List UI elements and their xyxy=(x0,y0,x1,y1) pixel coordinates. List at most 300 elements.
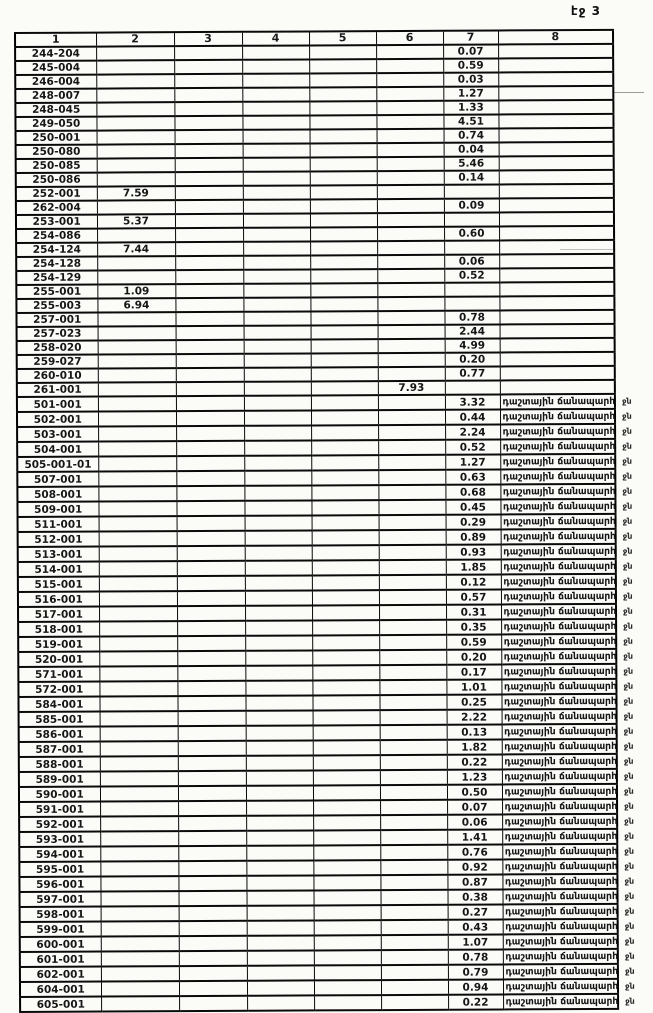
value-cell xyxy=(244,425,311,440)
land-use-label: դաշտային ճանապարհ xyxy=(505,905,618,918)
parcel-code-cell xyxy=(17,412,98,427)
margin-overflow-note: ջն xyxy=(623,606,633,616)
value-cell xyxy=(448,934,503,949)
parcel-code-cell xyxy=(19,847,100,862)
value-cell xyxy=(176,411,244,426)
cell-value: 2.44 xyxy=(459,325,486,338)
parcel-code-cell xyxy=(18,682,99,697)
value-cell xyxy=(313,710,380,725)
margin-overflow-note: ջն xyxy=(624,966,635,976)
cell-value: 0.77 xyxy=(459,367,486,380)
cell-value: 5.46 xyxy=(458,157,485,170)
value-cell xyxy=(444,128,499,142)
value-cell xyxy=(447,754,502,769)
value-cell xyxy=(312,560,379,575)
value-cell xyxy=(447,799,502,814)
value-cell xyxy=(177,636,245,651)
value-cell xyxy=(309,87,376,101)
value-cell xyxy=(179,981,247,996)
value-cell xyxy=(380,710,447,725)
land-use-cell xyxy=(503,904,635,920)
cell-value: 1.01 xyxy=(460,681,487,694)
value-cell xyxy=(243,269,310,283)
value-cell xyxy=(310,283,377,297)
value-cell xyxy=(243,227,310,241)
land-use-cell xyxy=(502,799,634,815)
land-use-label: դաշտային ճանապարհ xyxy=(502,470,616,483)
cell-value: 250-080 xyxy=(32,145,81,158)
parcel-code-cell xyxy=(17,327,98,341)
value-cell xyxy=(311,425,378,440)
parcel-code-cell xyxy=(19,862,100,877)
value-cell xyxy=(100,711,178,726)
value-cell xyxy=(246,860,313,875)
value-cell xyxy=(178,861,246,876)
cell-value: 257-001 xyxy=(33,313,82,326)
value-cell xyxy=(179,936,247,951)
value-cell xyxy=(313,845,380,860)
value-cell xyxy=(310,213,377,227)
cell-value: 3.32 xyxy=(459,396,486,409)
land-use-cell xyxy=(498,44,613,59)
land-use-cell xyxy=(500,454,633,470)
parcel-code-cell xyxy=(19,712,100,727)
margin-overflow-note: ջն xyxy=(623,681,634,691)
margin-overflow-note: ջն xyxy=(623,666,634,676)
value-cell xyxy=(101,921,179,936)
cell-value: 0.89 xyxy=(460,531,487,544)
value-cell xyxy=(244,410,311,425)
value-cell xyxy=(176,326,244,340)
value-cell xyxy=(245,665,312,680)
value-cell xyxy=(246,710,313,725)
value-cell xyxy=(101,936,179,951)
value-cell xyxy=(380,770,447,785)
column-header-6: 6 xyxy=(376,31,443,45)
margin-overflow-note: ջն xyxy=(622,546,633,556)
land-use-label: դաշտային ճանապարհ xyxy=(503,620,617,633)
land-use-cell xyxy=(499,240,614,255)
cell-value: 245-004 xyxy=(31,61,81,74)
parcel-code-cell xyxy=(20,952,101,967)
value-cell xyxy=(445,424,500,439)
value-cell xyxy=(379,590,446,605)
value-cell xyxy=(179,966,247,981)
land-use-cell xyxy=(499,170,614,185)
value-cell xyxy=(447,814,502,829)
value-cell xyxy=(96,74,174,88)
value-cell xyxy=(381,980,448,995)
margin-overflow-note: ջն xyxy=(622,471,633,481)
land-use-label: դաշտային ճանապարհ xyxy=(503,680,617,693)
value-cell xyxy=(244,500,311,515)
column-header-1: 1 xyxy=(15,33,96,47)
value-cell xyxy=(247,935,314,950)
cell-value: 511-001 xyxy=(34,518,83,531)
land-use-cell xyxy=(503,949,635,965)
cell-value: 0.06 xyxy=(458,255,485,268)
parcel-code-cell xyxy=(16,215,97,229)
cell-value: 0.25 xyxy=(461,696,487,709)
value-cell xyxy=(381,905,448,920)
cell-value: 590-001 xyxy=(35,788,84,801)
value-cell xyxy=(379,575,446,590)
land-use-label: դաշտային ճանապարհ xyxy=(503,590,617,603)
value-cell xyxy=(311,410,378,425)
value-cell xyxy=(98,326,176,340)
column-header-4: 4 xyxy=(242,31,309,45)
value-cell xyxy=(178,741,246,756)
value-cell xyxy=(310,185,377,199)
land-use-cell xyxy=(502,739,634,755)
value-cell xyxy=(379,620,446,635)
value-cell xyxy=(313,755,380,770)
land-use-cell xyxy=(500,366,615,381)
parcel-code-cell xyxy=(20,982,101,997)
value-cell xyxy=(97,214,175,228)
cell-value: 0.52 xyxy=(458,269,485,282)
value-cell xyxy=(98,382,176,396)
land-use-cell xyxy=(498,86,613,101)
value-cell xyxy=(448,994,503,1009)
cell-value: 4.99 xyxy=(459,339,486,352)
value-cell xyxy=(245,635,312,650)
value-cell xyxy=(179,906,247,921)
cell-value: 508-001 xyxy=(34,488,83,501)
value-cell xyxy=(177,591,245,606)
land-use-cell xyxy=(498,58,613,73)
cell-value: 0.94 xyxy=(462,981,489,994)
value-cell xyxy=(175,298,243,312)
value-cell xyxy=(242,87,309,101)
cell-value: 1.85 xyxy=(460,561,487,574)
margin-overflow-note: ջն xyxy=(624,861,635,871)
value-cell xyxy=(447,889,502,904)
value-cell xyxy=(247,905,314,920)
parcel-code-cell xyxy=(19,787,100,802)
land-use-cell xyxy=(500,409,632,425)
cell-value: 605-001 xyxy=(36,998,85,1011)
value-cell xyxy=(175,144,243,158)
value-cell xyxy=(312,635,379,650)
value-cell xyxy=(377,269,444,283)
land-use-label: դաշտային ճանապարհ xyxy=(505,965,619,978)
value-cell xyxy=(381,950,448,965)
value-cell xyxy=(100,861,178,876)
land-use-cell xyxy=(499,184,614,199)
value-cell xyxy=(243,283,310,297)
cell-value: 0.68 xyxy=(459,486,486,499)
value-cell xyxy=(175,158,243,172)
cell-value: 589-001 xyxy=(35,773,84,786)
land-use-label: դաշտային ճանապարհ xyxy=(502,485,616,498)
cell-value: 259-027 xyxy=(33,355,82,368)
value-cell xyxy=(247,950,314,965)
value-cell xyxy=(445,338,500,352)
land-use-label: դաշտային ճանապարհ xyxy=(502,440,616,453)
cell-value: 0.93 xyxy=(460,546,487,559)
parcel-code-cell xyxy=(17,457,98,472)
value-cell xyxy=(445,366,500,380)
data-table xyxy=(14,29,635,1013)
cell-value: 0.09 xyxy=(458,199,485,212)
value-cell xyxy=(100,831,178,846)
land-use-cell xyxy=(501,634,633,650)
cell-value: 250-001 xyxy=(32,131,81,144)
value-cell xyxy=(446,514,501,529)
land-use-cell xyxy=(501,679,634,695)
cell-value: 0.59 xyxy=(457,59,484,72)
value-cell xyxy=(178,726,246,741)
value-cell xyxy=(377,157,444,171)
value-cell xyxy=(378,470,445,485)
value-cell xyxy=(244,381,311,395)
value-cell xyxy=(98,486,176,501)
land-use-cell xyxy=(501,544,633,560)
value-cell xyxy=(99,636,177,651)
value-cell xyxy=(380,860,447,875)
cell-value: 250-085 xyxy=(32,159,81,172)
value-cell xyxy=(99,606,177,621)
value-cell xyxy=(176,456,244,471)
cell-value: 586-001 xyxy=(35,728,84,741)
parcel-code-cell xyxy=(16,173,97,187)
value-cell xyxy=(379,605,446,620)
cell-value: 1.82 xyxy=(461,741,488,754)
cell-value: 258-020 xyxy=(33,341,82,354)
cell-value: 6.94 xyxy=(123,299,150,312)
parcel-code-cell xyxy=(17,487,98,502)
value-cell xyxy=(312,680,379,695)
parcel-code-cell xyxy=(18,637,99,652)
value-cell xyxy=(179,951,247,966)
value-cell xyxy=(309,115,376,129)
land-use-cell xyxy=(503,964,635,980)
value-cell xyxy=(444,240,499,254)
parcel-code-cell xyxy=(19,832,100,847)
value-cell xyxy=(245,545,312,560)
parcel-code-cell xyxy=(19,817,100,832)
cell-value: 509-001 xyxy=(34,503,83,516)
value-cell xyxy=(313,860,380,875)
value-cell xyxy=(377,255,444,269)
margin-overflow-note: ջն xyxy=(623,771,634,781)
land-use-cell xyxy=(502,814,634,830)
parcel-code-cell xyxy=(15,117,96,131)
value-cell xyxy=(246,830,313,845)
value-cell xyxy=(447,769,502,784)
value-cell xyxy=(243,143,310,157)
value-cell xyxy=(310,255,377,269)
value-cell xyxy=(311,339,378,353)
parcel-code-cell xyxy=(17,355,98,369)
margin-overflow-note: ջն xyxy=(624,891,635,901)
cell-value: 1.33 xyxy=(457,101,484,114)
land-use-cell xyxy=(499,128,614,143)
value-cell xyxy=(313,785,380,800)
cell-value: 0.12 xyxy=(460,576,487,589)
margin-overflow-note: ջն xyxy=(623,651,634,661)
land-use-label: դաշտային ճանապարհ xyxy=(503,560,617,573)
margin-overflow-note: ջն xyxy=(623,756,634,766)
value-cell xyxy=(312,590,379,605)
cell-value: 261-001 xyxy=(33,383,82,396)
value-cell xyxy=(311,353,378,367)
value-cell xyxy=(97,228,175,242)
parcel-code-cell xyxy=(20,997,101,1012)
value-cell xyxy=(446,529,501,544)
land-use-cell xyxy=(501,529,633,545)
parcel-code-cell xyxy=(16,131,97,145)
value-cell xyxy=(243,157,310,171)
value-cell xyxy=(310,143,377,157)
parcel-code-cell xyxy=(17,341,98,355)
cell-value: 519-001 xyxy=(34,638,84,651)
land-use-label: դաշտային ճանապարհ xyxy=(503,650,617,663)
value-cell xyxy=(376,87,443,101)
cell-value: 572-001 xyxy=(35,683,84,696)
value-cell xyxy=(381,920,448,935)
value-cell xyxy=(445,380,500,394)
margin-overflow-note: ջն xyxy=(623,711,634,721)
value-cell xyxy=(244,470,311,485)
land-use-cell xyxy=(502,874,635,890)
cell-value: 588-001 xyxy=(35,758,84,771)
value-cell xyxy=(311,470,378,485)
land-use-cell xyxy=(500,424,632,440)
value-cell xyxy=(245,590,312,605)
value-cell xyxy=(177,651,245,666)
value-cell xyxy=(177,561,245,576)
value-cell xyxy=(376,45,443,59)
value-cell xyxy=(312,665,379,680)
value-cell xyxy=(446,634,501,649)
margin-overflow-note: ջն xyxy=(624,831,634,841)
cell-value: 1.07 xyxy=(462,936,489,949)
value-cell xyxy=(97,312,175,326)
value-cell xyxy=(380,830,447,845)
value-cell xyxy=(98,426,176,441)
cell-value: 0.63 xyxy=(459,471,486,484)
value-cell xyxy=(246,800,313,815)
cell-value: 515-001 xyxy=(34,578,83,591)
cell-value: 254-086 xyxy=(32,229,81,242)
margin-overflow-note: ջն xyxy=(624,846,635,856)
value-cell xyxy=(311,325,378,339)
value-cell xyxy=(242,115,309,129)
value-cell xyxy=(313,770,380,785)
value-cell xyxy=(178,786,246,801)
value-cell xyxy=(309,73,376,87)
value-cell xyxy=(312,605,379,620)
land-use-label: դաշտային ճանապարհ xyxy=(504,740,618,753)
value-cell xyxy=(177,696,245,711)
parcel-code-cell xyxy=(17,502,98,517)
cell-value: 4.51 xyxy=(457,115,484,128)
value-cell xyxy=(444,254,499,268)
value-cell xyxy=(311,367,378,381)
value-cell xyxy=(177,576,245,591)
margin-overflow-note: ջն xyxy=(623,636,633,646)
value-cell xyxy=(98,456,176,471)
value-cell xyxy=(444,282,499,296)
cell-value: 0.38 xyxy=(462,891,489,904)
value-cell xyxy=(97,130,175,144)
cell-value: 0.35 xyxy=(460,621,487,634)
value-cell xyxy=(176,340,244,354)
value-cell xyxy=(246,770,313,785)
value-cell xyxy=(177,606,245,621)
value-cell xyxy=(99,666,177,681)
value-cell xyxy=(101,951,179,966)
cell-value: 1.27 xyxy=(459,456,486,469)
value-cell xyxy=(378,425,445,440)
value-cell xyxy=(178,711,246,726)
land-use-label: դաշտային ճանապարհ xyxy=(503,635,617,648)
cell-value: 0.14 xyxy=(458,171,485,184)
value-cell xyxy=(379,530,446,545)
value-cell xyxy=(377,143,444,157)
value-cell xyxy=(311,485,378,500)
value-cell xyxy=(310,157,377,171)
value-cell xyxy=(446,604,501,619)
value-cell xyxy=(246,785,313,800)
value-cell xyxy=(311,440,378,455)
value-cell xyxy=(379,695,446,710)
parcel-code-cell xyxy=(16,201,97,215)
value-cell xyxy=(97,284,175,298)
value-cell xyxy=(178,816,246,831)
value-cell xyxy=(176,441,244,456)
value-cell xyxy=(376,73,443,87)
land-use-label: դաշտային ճանապարհ xyxy=(504,710,617,723)
parcel-code-cell xyxy=(16,229,97,243)
value-cell xyxy=(99,546,177,561)
value-cell xyxy=(380,755,447,770)
value-cell xyxy=(177,546,245,561)
value-cell xyxy=(444,212,499,226)
land-use-label: դաշտային ճանապարհ xyxy=(505,935,619,948)
value-cell xyxy=(443,44,498,58)
value-cell xyxy=(100,756,178,771)
value-cell xyxy=(448,904,503,919)
value-cell xyxy=(445,484,500,499)
value-cell xyxy=(101,966,179,981)
value-cell xyxy=(377,199,444,213)
parcel-code-cell xyxy=(18,517,99,532)
value-cell xyxy=(247,965,314,980)
value-cell xyxy=(376,115,443,129)
margin-overflow-note: ջն xyxy=(624,981,635,991)
value-cell xyxy=(101,996,179,1011)
value-cell xyxy=(176,354,244,368)
value-cell xyxy=(97,270,175,284)
land-use-cell xyxy=(500,380,615,395)
value-cell xyxy=(309,45,376,59)
land-use-cell xyxy=(502,709,634,725)
parcel-code-cell xyxy=(20,907,101,922)
value-cell xyxy=(447,829,502,844)
value-cell xyxy=(381,995,448,1010)
value-cell xyxy=(447,844,502,859)
land-use-label: դաշտային ճանապարհ xyxy=(503,665,617,678)
parcel-code-cell xyxy=(16,313,97,327)
land-use-cell xyxy=(502,754,634,770)
value-cell xyxy=(377,311,444,325)
value-cell xyxy=(176,382,244,396)
value-cell xyxy=(99,651,177,666)
value-cell xyxy=(446,649,501,664)
